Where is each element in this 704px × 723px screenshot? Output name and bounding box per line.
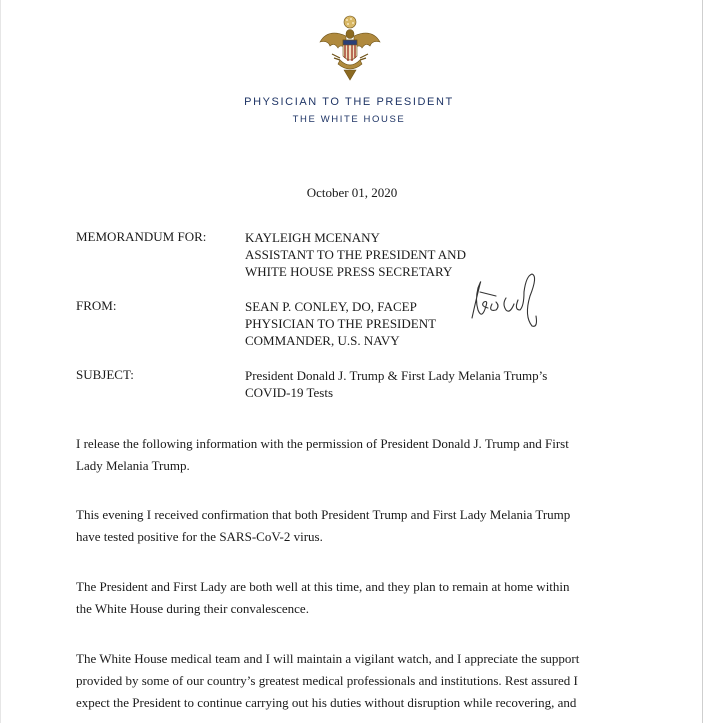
- paragraph-line: This evening I received confirmation that both President Trump and First Lady Melania Trump: [76, 507, 571, 522]
- body-paragraph: [76, 433, 636, 477]
- great-seal-eagle-icon: [318, 14, 382, 82]
- body-paragraph: [76, 648, 636, 714]
- subject-line: COVID-19 Tests: [245, 385, 334, 400]
- paragraph-line: have tested positive for the SARS-CoV-2 virus.: [76, 529, 323, 544]
- paragraph-line: the White House during their convalescence.: [76, 601, 309, 616]
- from-line: SEAN P. CONLEY, DO, FACEP: [245, 299, 417, 314]
- from-label: FROM:: [76, 298, 117, 313]
- letterhead-title: PHYSICIAN TO THE PRESIDENT: [244, 96, 454, 108]
- letterhead-subtitle: THE WHITE HOUSE: [292, 114, 406, 125]
- handwritten-signature-icon: [466, 270, 546, 332]
- paragraph-line: expect the President to continue carrying out his duties without disruption while recovering, and: [76, 695, 577, 710]
- from-line: PHYSICIAN TO THE PRESIDENT: [245, 316, 437, 331]
- paragraph-line: Lady Melania Trump.: [76, 458, 190, 473]
- subject-line: President Donald J. Trump & First Lady Melania Trump’s: [245, 368, 548, 383]
- paragraph-line: The President and First Lady are both well at this time, and they plan to remain at home within: [76, 579, 570, 594]
- from-sender: [245, 298, 436, 349]
- memorandum-recipient: [245, 229, 466, 280]
- memorandum-line: WHITE HOUSE PRESS SECRETARY: [245, 264, 453, 279]
- from-line: COMMANDER, U.S. NAVY: [245, 333, 400, 348]
- subject-text: [245, 367, 547, 401]
- paragraph-line: provided by some of our country’s greatest medical professionals and institutions. Rest assured I: [76, 673, 578, 688]
- memo-date: October 01, 2020: [306, 185, 398, 200]
- body-paragraph: [76, 504, 636, 548]
- body-paragraph: [76, 576, 636, 620]
- memorandum-line: KAYLEIGH MCENANY: [245, 230, 380, 245]
- subject-label: SUBJECT:: [76, 367, 134, 382]
- memorandum-line: ASSISTANT TO THE PRESIDENT AND: [245, 247, 466, 262]
- memorandum-label: MEMORANDUM FOR:: [76, 229, 207, 244]
- paragraph-line: I release the following information with the permission of President Donald J. Trump and First: [76, 436, 569, 451]
- paragraph-line: The White House medical team and I will maintain a vigilant watch, and I appreciate the support: [76, 651, 580, 666]
